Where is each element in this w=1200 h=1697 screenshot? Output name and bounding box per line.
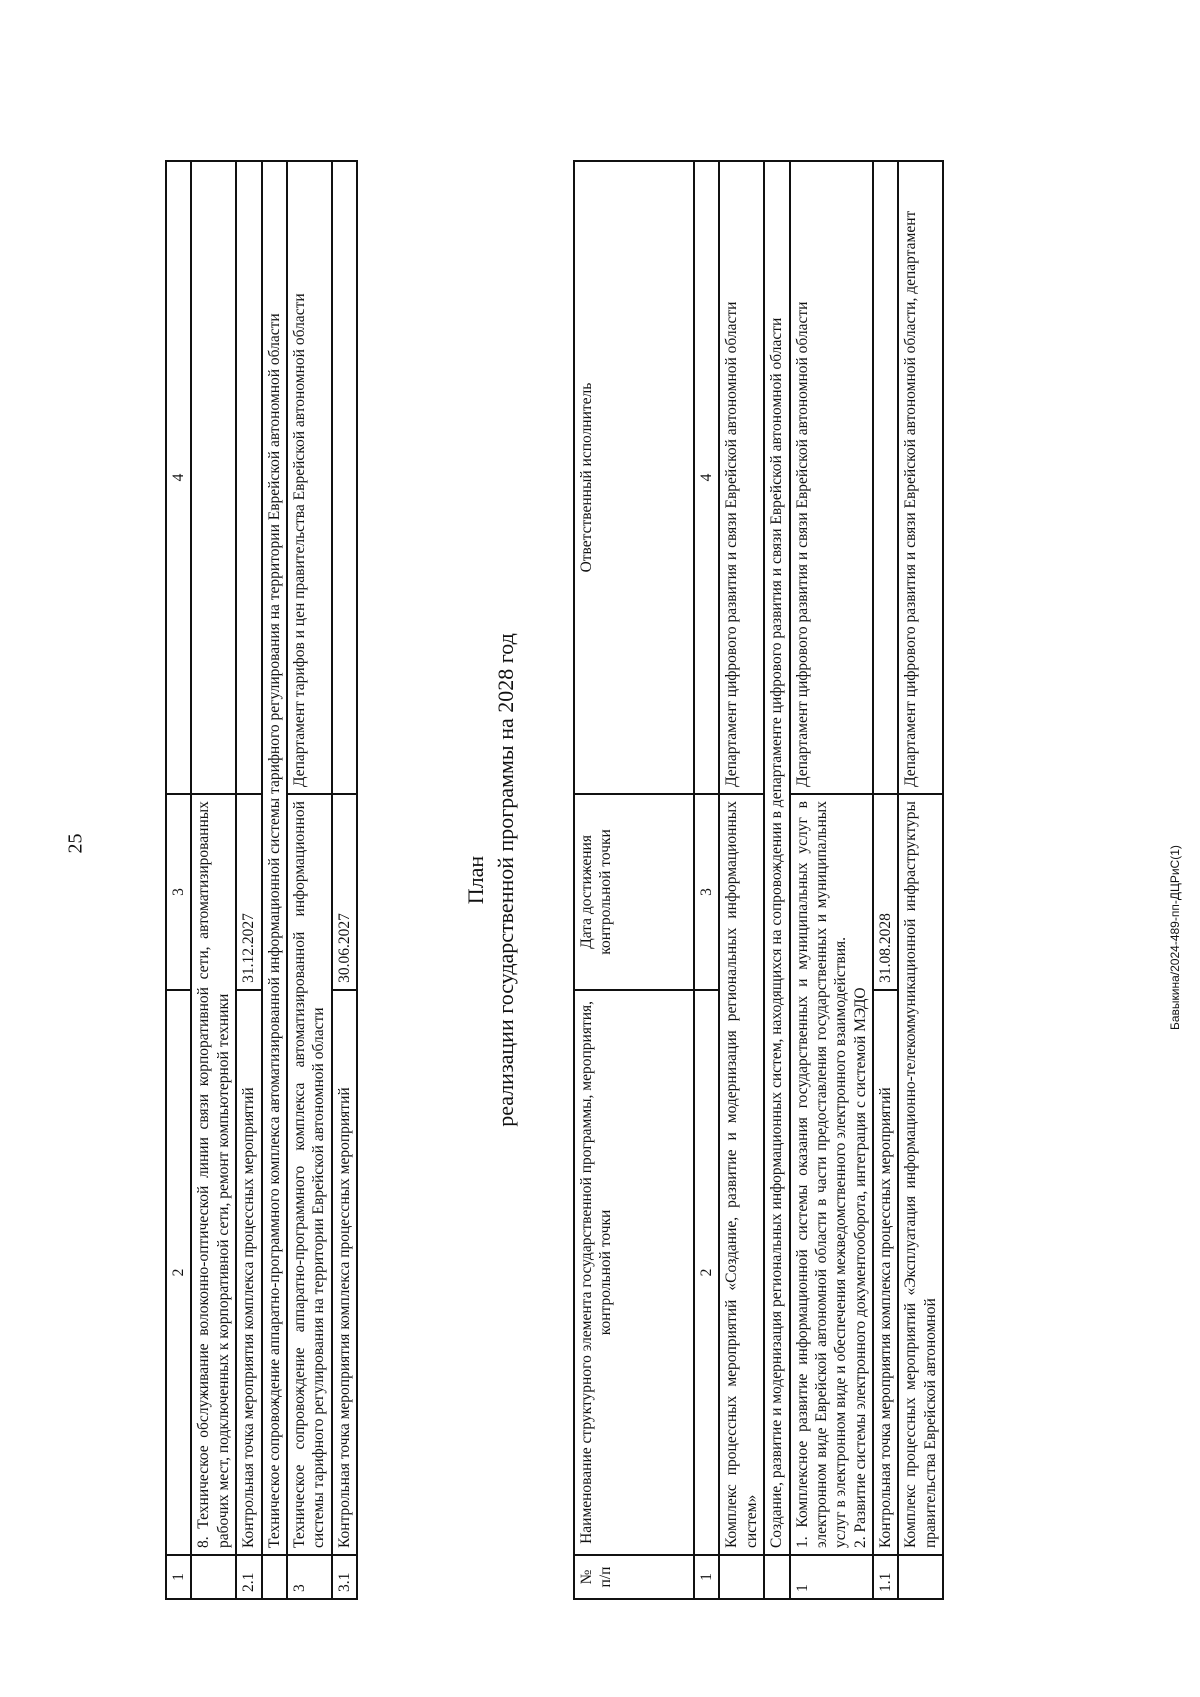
col-number-4: 4 xyxy=(694,161,719,794)
span-row-text: Создание, развитие и модернизация региональных информационных систем, находящихся на сопровождении в департаменте цифрового развития и связи Еврейской автономной области xyxy=(764,161,789,1555)
row-number: 2.1 xyxy=(236,1555,261,1599)
row-date: 31.08.2028 xyxy=(873,794,898,990)
col-number-2: 2 xyxy=(166,990,191,1555)
row-executor xyxy=(332,161,357,794)
row-executor: Департамент цифрового развития и связи Еврейской автономной области, департамент xyxy=(898,161,943,794)
row-date: 31.12.2027 xyxy=(236,794,261,990)
row-name: Контрольная точка мероприятия комплекса процессных мероприятий xyxy=(332,990,357,1555)
row-executor xyxy=(873,161,898,794)
row-number xyxy=(764,1555,789,1599)
page-number: 25 xyxy=(64,833,87,854)
row-number: 1 xyxy=(790,1555,874,1599)
col-number-1: 1 xyxy=(694,1555,719,1599)
row-name: Контрольная точка мероприятия комплекса процессных мероприятий xyxy=(873,990,898,1555)
row-name: Комплекс процессных мероприятий «Эксплуатация информационно-телекоммуникационной инфраструктуры правительства Еврейской автономной xyxy=(898,794,943,1555)
row-name: 8. Техническое обслуживание волоконно-оптической линии связи корпоративной сети, автоматизированных рабочих мест, подключенных к корпоративной сети, ремонт компьютерной техники xyxy=(191,794,236,1555)
header-date: Дата достижения контрольной точки xyxy=(574,794,694,990)
row-date: 30.06.2027 xyxy=(332,794,357,990)
table-row xyxy=(790,161,874,1599)
row-number xyxy=(191,1555,236,1599)
row-name: Контрольная точка мероприятия комплекса процессных мероприятий xyxy=(236,990,261,1555)
table-row xyxy=(719,161,764,1599)
document-code: Бавыкина/2024-489-пп-ДЦРиС(1) xyxy=(1168,845,1182,1030)
header-name: Наименование структурного элемента государственной программы, мероприятия, контрольной точки xyxy=(574,990,694,1555)
rotated-landscape-sheet xyxy=(165,160,1125,1610)
table-row xyxy=(873,161,898,1599)
span-row-text: Техническое сопровождение аппаратно-программного комплекса автоматизированной информационной системы тарифного регулирования на территории Еврейской автономной области xyxy=(262,161,287,1555)
table-row xyxy=(898,161,943,1599)
plan-title xyxy=(461,160,520,1600)
column-number-row xyxy=(694,161,719,1599)
row-number xyxy=(262,1555,287,1599)
row-executor xyxy=(191,161,236,794)
col-number-1: 1 xyxy=(166,1555,191,1599)
table-header-row xyxy=(574,161,694,1599)
row-executor: Департамент цифрового развития и связи Еврейской автономной области xyxy=(719,161,764,794)
table-header-row xyxy=(166,161,191,1599)
header-executor: Ответственный исполнитель xyxy=(574,161,694,794)
table-span-row xyxy=(764,161,789,1599)
row-name: Техническое сопровождение аппаратно-программного комплекса автоматизированной информационной системы тарифного регулирования на территории Еврейской автономной области xyxy=(287,794,332,1555)
table-row xyxy=(332,161,357,1599)
plan-table xyxy=(573,160,944,1600)
row-name xyxy=(790,794,874,1555)
row-name-part1: 1. Комплексное развитие информационной системы оказания государственных и муниципальных услуг в электронном виде Еврейской автономной области в части предоставления государственных и муниципальных услуг в электронном виде и обеспечения межведомственного электронного взаимодействия. xyxy=(793,801,850,1549)
row-name-part2: 2. Развитие системы электронного документооборота, интеграция с системой МЭДО xyxy=(851,987,869,1549)
col-number-3: 3 xyxy=(166,794,191,990)
row-number: 3 xyxy=(287,1555,332,1599)
col-number-2: 2 xyxy=(694,990,719,1555)
plan-title-line2: реализации государственной программы на 2028 год xyxy=(492,633,518,1127)
table-row xyxy=(236,161,261,1599)
row-executor xyxy=(236,161,261,794)
row-number: 1.1 xyxy=(873,1555,898,1599)
row-number: 3.1 xyxy=(332,1555,357,1599)
row-name: Комплекс процессных мероприятий «Создание, развитие и модернизация региональных информационных систем» xyxy=(719,794,764,1555)
table-span-row xyxy=(262,161,287,1599)
plan-title-line1: План xyxy=(463,855,488,905)
row-executor: Департамент цифрового развития и связи Еврейской автономной области xyxy=(790,161,874,794)
table-row xyxy=(191,161,236,1599)
col-number-4: 4 xyxy=(166,161,191,794)
table-row xyxy=(287,161,332,1599)
col-number-3: 3 xyxy=(694,794,719,990)
row-executor: Департамент тарифов и цен правительства Еврейской автономной области xyxy=(287,161,332,794)
continuation-table xyxy=(165,160,358,1600)
row-number xyxy=(719,1555,764,1599)
row-number xyxy=(898,1555,943,1599)
header-number: № п/п xyxy=(574,1555,694,1599)
